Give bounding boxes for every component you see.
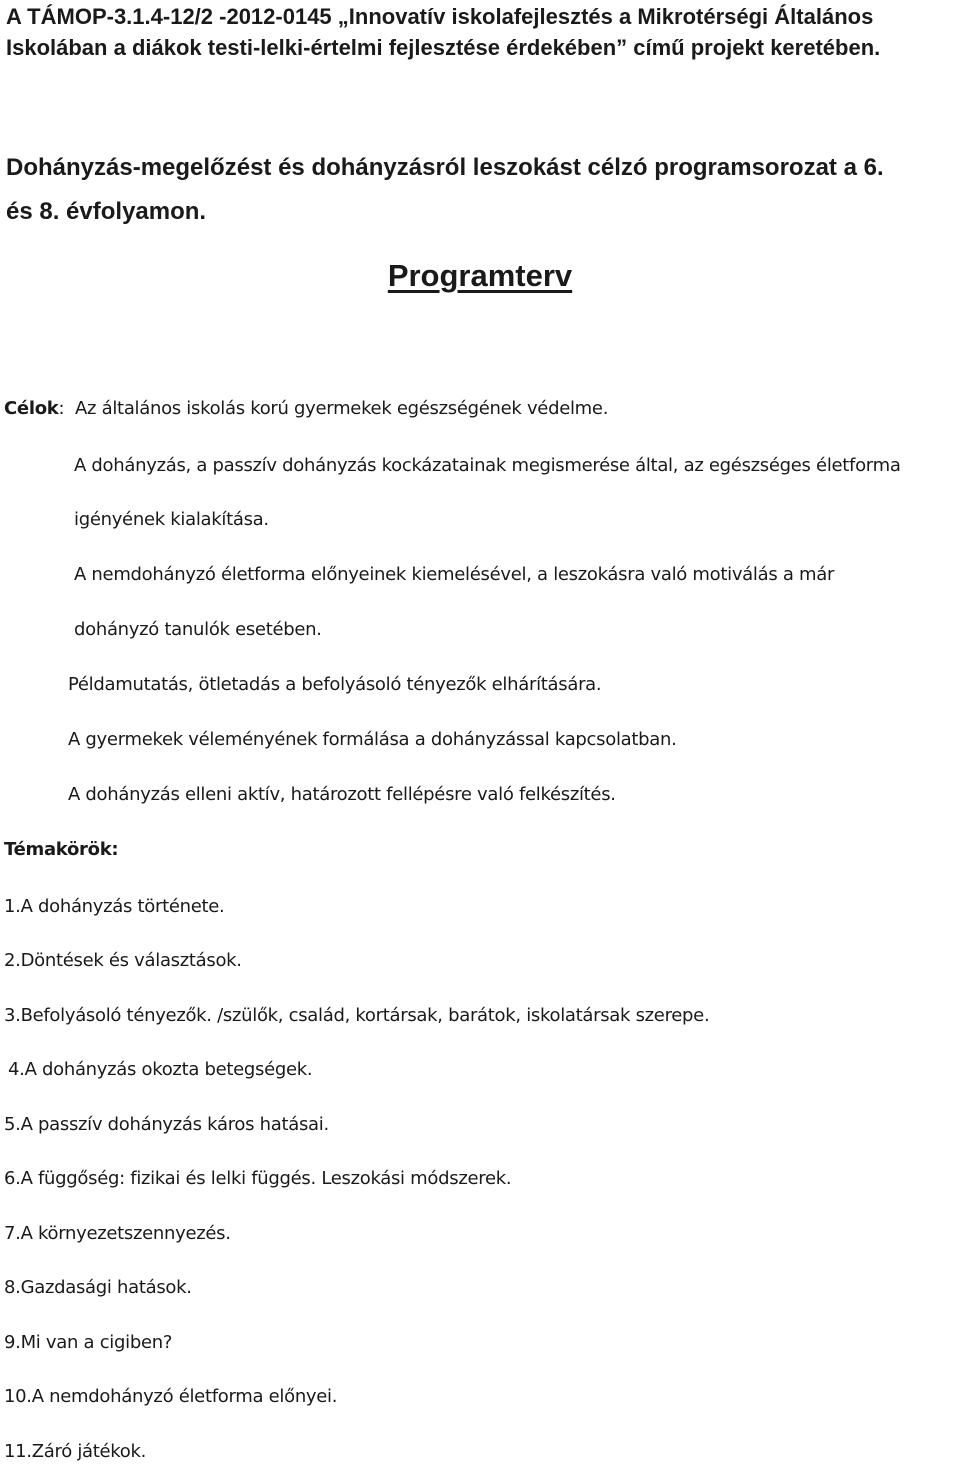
program-subtitle-line-1: Dohányzás-megelőzést és dohányzásról leszokást célzó programsorozat a 6.	[6, 154, 884, 181]
goals-first-line	[4, 397, 608, 421]
goal-item: A gyermekek véleményének formálása a dohányzással kapcsolatban.	[68, 729, 677, 750]
page-title	[0, 258, 960, 294]
goal-item: A nemdohányzó életforma előnyeinek kiemelésével, a leszokásra való motiválás a már	[74, 564, 835, 585]
goal-item: Példamutatás, ötletadás a befolyásoló tényezők elhárítására.	[68, 674, 602, 695]
goals-colon: :	[58, 398, 65, 419]
program-subtitle-line-2: és 8. évfolyamon.	[6, 198, 207, 225]
goals-label: Célok	[4, 398, 59, 419]
topic-item: 3.Befolyásoló tényezők. /szülők, család, kortársak, barátok, iskolatársak szerepe.	[4, 1005, 710, 1026]
goal-item: A dohányzás, a passzív dohányzás kockázatainak megismerése által, az egészséges életforma	[74, 455, 901, 476]
topic-item: 1.A dohányzás története.	[4, 896, 225, 917]
project-header-line-1: A TÁMOP-3.1.4-12/2 -2012-0145 „Innovatív iskolafejlesztés a Mikrotérségi Általános	[6, 4, 874, 29]
goal-item: A dohányzás elleni aktív, határozott fellépésre való felkészítés.	[68, 784, 616, 805]
topic-item: 9.Mi van a cigiben?	[4, 1332, 173, 1353]
topic-item: 5.A passzív dohányzás káros hatásai.	[4, 1114, 329, 1135]
topic-item: 10.A nemdohányzó életforma előnyei.	[4, 1386, 338, 1407]
topic-item: 6.A függőség: fizikai és lelki függés. Leszokási módszerek.	[4, 1168, 512, 1189]
topic-item: 11.Záró játékok.	[4, 1441, 147, 1462]
topic-item: 8.Gazdasági hatások.	[4, 1277, 192, 1298]
page-title-text: Programterv	[387, 258, 573, 293]
project-header-line-2: Iskolában a diákok testi-lelki-értelmi fejlesztése érdekében” című projekt keretében.	[6, 35, 881, 60]
topic-item: 4.A dohányzás okozta betegségek.	[8, 1059, 313, 1080]
goals-first-item: Az általános iskolás korú gyermekek egészségének védelme.	[75, 398, 609, 419]
goal-item: dohányzó tanulók esetében.	[74, 619, 322, 640]
topic-item: 2.Döntések és választások.	[4, 950, 242, 971]
topic-item: 7.A környezetszennyezés.	[4, 1223, 231, 1244]
goal-item: igényének kialakítása.	[74, 509, 269, 530]
topics-heading: Témakörök:	[4, 839, 119, 860]
